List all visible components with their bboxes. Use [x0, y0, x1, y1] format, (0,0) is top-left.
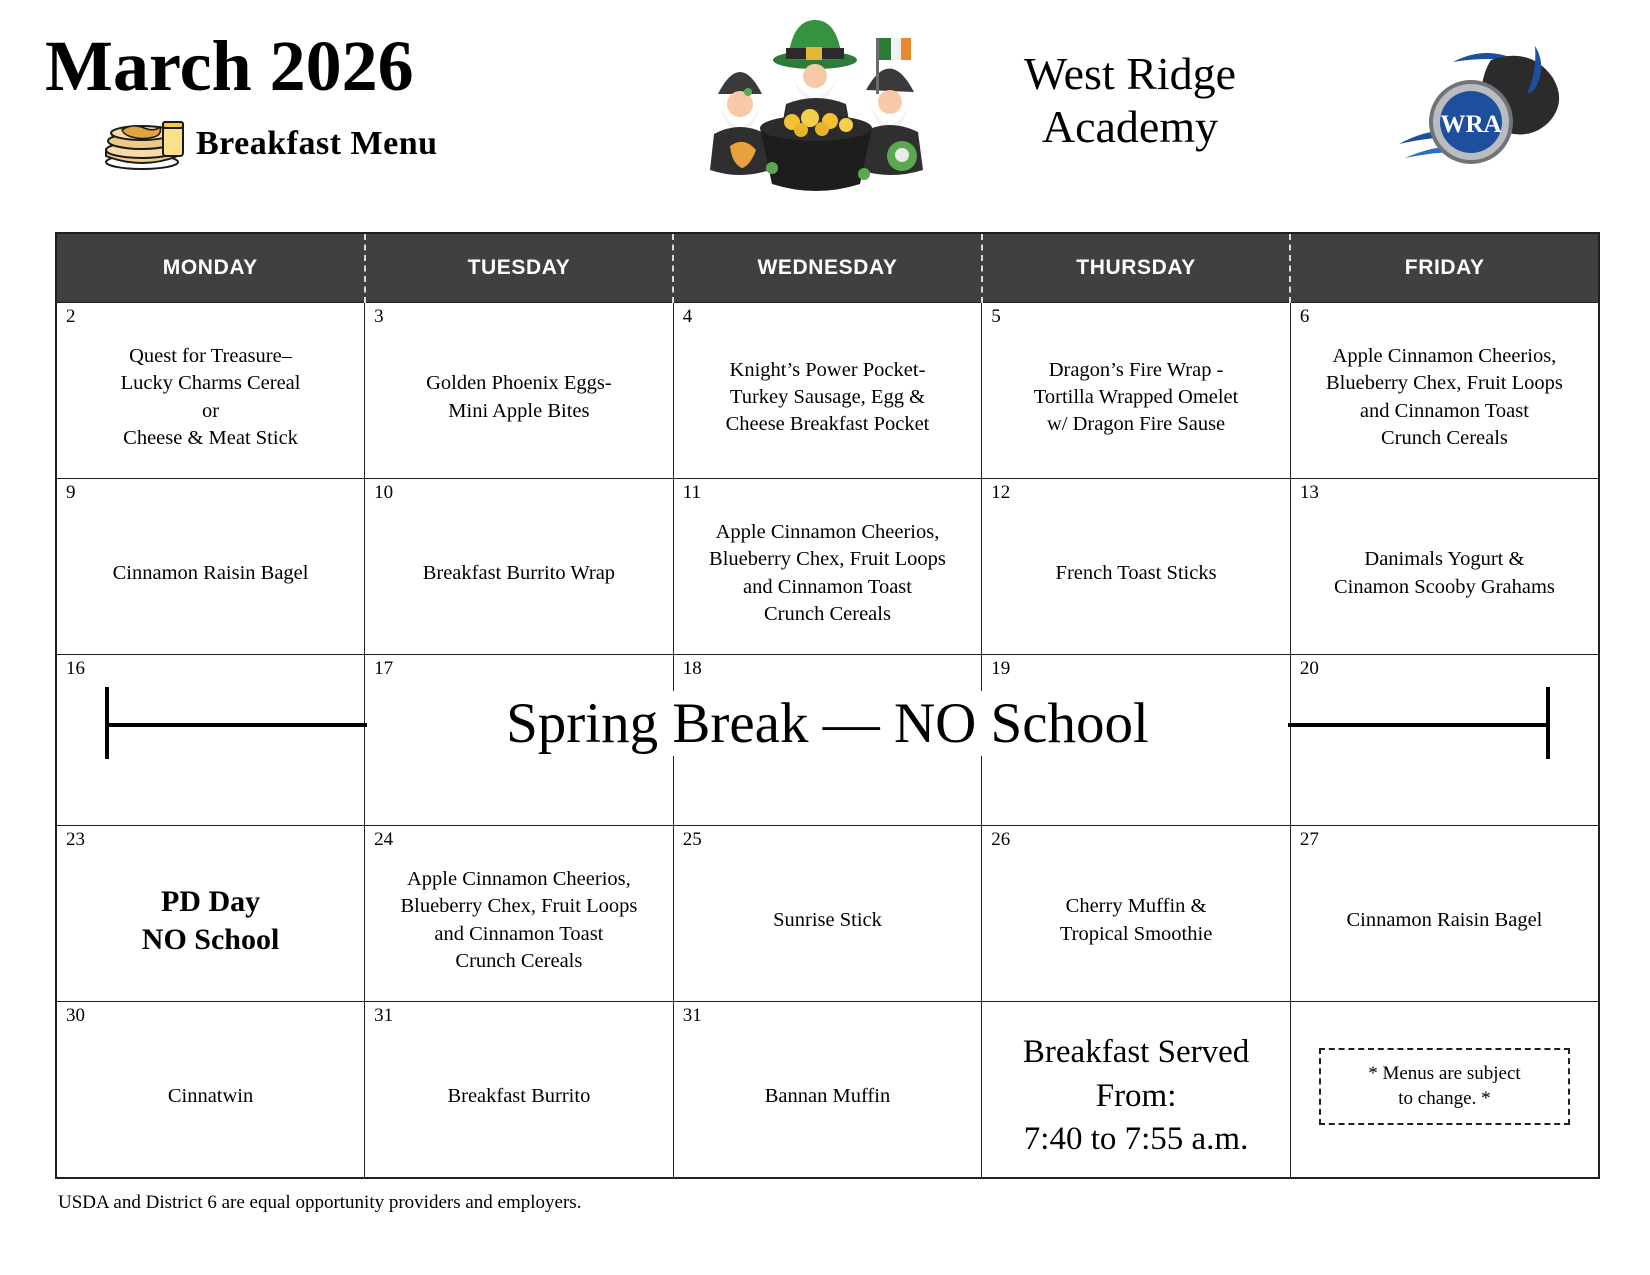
- menu-text: PD Day NO School: [141, 885, 280, 956]
- day-cell: [1290, 479, 1599, 655]
- menu-text: Apple Cinnamon Cheerios, Blueberry Chex, Fruit Loops and Cinnamon Toast Crunch Cereals: [400, 868, 638, 972]
- day-cell: [365, 479, 674, 655]
- day-cell: [56, 655, 365, 826]
- disclaimer-cell: [1290, 1002, 1599, 1179]
- table-row: [56, 1002, 1599, 1179]
- serving-time-cell: [982, 1002, 1291, 1179]
- day-cell: [56, 826, 365, 1002]
- menu-text: Danimals Yogurt & Cinamon Scooby Grahams: [1333, 548, 1555, 598]
- menu-text: Apple Cinnamon Cheerios, Blueberry Chex, Fruit Loops and Cinnamon Toast Crunch Cereals: [709, 521, 946, 625]
- table-row-spring-break: [56, 655, 1599, 826]
- day-number: 2: [66, 306, 76, 327]
- day-cell: [56, 479, 365, 655]
- weekday-header-tuesday: TUESDAY: [365, 233, 674, 303]
- menu-text: Breakfast Burrito: [447, 1084, 591, 1107]
- day-number: 25: [682, 829, 702, 850]
- wra-logo: [1395, 40, 1585, 180]
- day-number: 23: [66, 829, 85, 850]
- day-number: 30: [66, 1005, 85, 1026]
- serving-time-text: Breakfast Served From: 7:40 to 7:55 a.m.: [1022, 1033, 1250, 1158]
- day-number: 12: [991, 482, 1011, 503]
- menu-calendar: [55, 232, 1600, 1179]
- day-cell: [365, 826, 674, 1002]
- day-cell: [1290, 303, 1599, 479]
- title-block: [45, 26, 665, 172]
- weekday-header-monday: MONDAY: [56, 233, 365, 303]
- day-number: 16: [66, 658, 85, 679]
- table-row: [56, 303, 1599, 479]
- day-number: 11: [682, 482, 701, 503]
- disclaimer-text: * Menus are subject to change. *: [1319, 1048, 1570, 1125]
- menu-text: Sunrise Stick: [773, 908, 882, 931]
- table-row: [56, 826, 1599, 1002]
- day-cell: [982, 479, 1291, 655]
- day-cell: [673, 303, 982, 479]
- menu-text: Knight’s Power Pocket- Turkey Sausage, Egg & Cheese Breakfast Pocket: [725, 358, 930, 436]
- day-number: 31: [374, 1005, 394, 1026]
- day-number: 31: [682, 1005, 702, 1026]
- table-row: [56, 479, 1599, 655]
- menu-text: Golden Phoenix Eggs- Mini Apple Bites: [426, 372, 612, 422]
- menu-text: Cinnatwin: [167, 1084, 254, 1107]
- day-number: 27: [1299, 829, 1319, 850]
- page-header: [0, 0, 1650, 215]
- day-cell: [673, 655, 982, 826]
- menu-text: Dragon’s Fire Wrap - Tortilla Wrapped Omelet w/ Dragon Fire Sause: [1033, 358, 1239, 436]
- day-cell: [673, 1002, 982, 1179]
- day-number: 17: [374, 658, 394, 679]
- day-number: 13: [1299, 482, 1319, 503]
- spring-break-label: Spring Break — NO School: [484, 691, 1171, 756]
- day-cell: [1290, 655, 1599, 826]
- weekday-header-thursday: THURSDAY: [982, 233, 1291, 303]
- pancakes-icon: [100, 116, 190, 172]
- menu-text: Cherry Muffin & Tropical Smoothie: [1059, 895, 1213, 945]
- day-number: 10: [374, 482, 394, 503]
- page-title: March 2026: [45, 26, 414, 106]
- day-cell: [982, 655, 1291, 826]
- subtitle-row: [45, 116, 665, 172]
- day-cell: [673, 479, 982, 655]
- st-patricks-gnomes-icon: [680, 8, 950, 208]
- day-number: 3: [374, 306, 384, 327]
- day-cell: [982, 826, 1291, 1002]
- day-cell: [365, 1002, 674, 1179]
- weekday-header-wednesday: WEDNESDAY: [673, 233, 982, 303]
- menu-text: Bannan Muffin: [764, 1084, 891, 1107]
- menu-subtitle: Breakfast Menu: [196, 125, 438, 162]
- day-number: 18: [682, 658, 702, 679]
- school-name: West Ridge Academy: [1023, 48, 1237, 152]
- day-number: 9: [66, 482, 76, 503]
- day-number: 6: [1299, 306, 1310, 327]
- calendar-header-row: [56, 233, 1599, 303]
- day-number: 24: [374, 829, 394, 850]
- day-number: 19: [991, 658, 1011, 679]
- menu-text: Breakfast Burrito Wrap: [422, 561, 616, 584]
- day-cell: [673, 826, 982, 1002]
- day-cell: [365, 303, 674, 479]
- menu-text: French Toast Sticks: [1055, 561, 1217, 584]
- menu-text: Quest for Treasure– Lucky Charms Cereal or Cheese & Meat Stick: [120, 345, 301, 449]
- svg-text:WRA: WRA: [1440, 111, 1502, 138]
- day-number: 5: [991, 306, 1001, 327]
- day-number: 4: [682, 306, 693, 327]
- footer-note: USDA and District 6 are equal opportunity providers and employers.: [58, 1192, 582, 1213]
- weekday-header-friday: FRIDAY: [1290, 233, 1599, 303]
- menu-text: Apple Cinnamon Cheerios, Blueberry Chex, Fruit Loops and Cinnamon Toast Crunch Cereals: [1326, 345, 1563, 449]
- day-number: 20: [1299, 658, 1319, 679]
- day-cell: [56, 303, 365, 479]
- day-number: 26: [991, 829, 1011, 850]
- menu-text: Cinnamon Raisin Bagel: [112, 561, 309, 584]
- day-cell: [56, 1002, 365, 1179]
- day-cell: [982, 303, 1291, 479]
- day-cell: [1290, 826, 1599, 1002]
- day-cell: [365, 655, 674, 826]
- menu-text: Cinnamon Raisin Bagel: [1346, 908, 1543, 931]
